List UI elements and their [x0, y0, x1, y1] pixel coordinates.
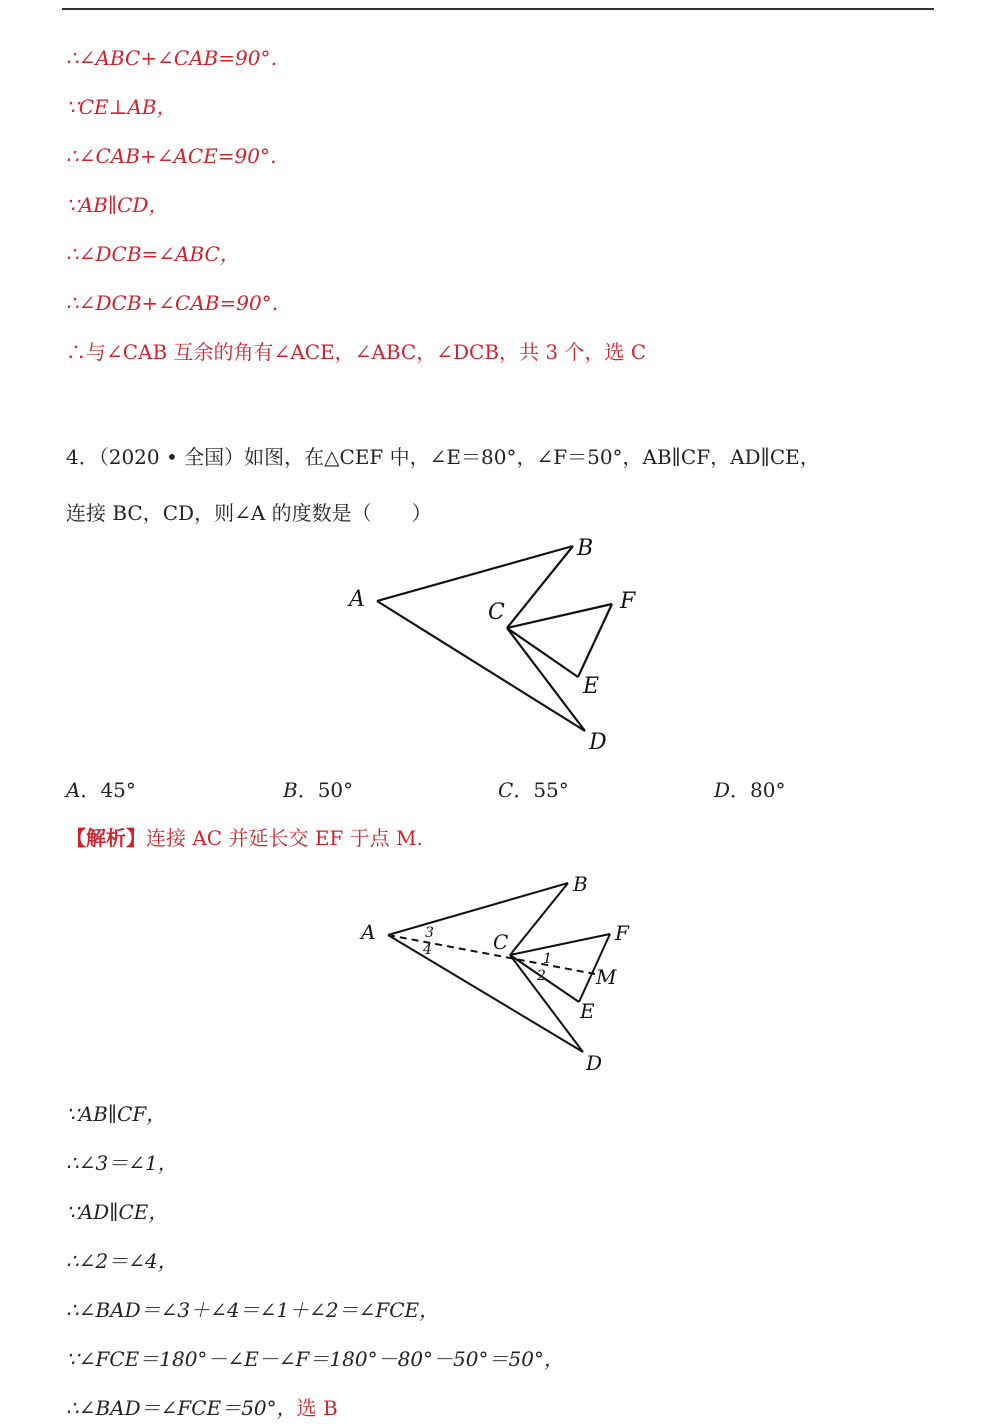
- prev-conclusion: ∴与∠CAB 互余的角有∠ACE，∠ABC，∠DCB，共 3 个，选 C: [66, 340, 647, 364]
- analysis-text: 连接 AC 并延长交 EF 于点 M.: [146, 826, 423, 850]
- prev-step-2: ∵CE⊥AB，: [66, 95, 177, 119]
- option-a: A．45°: [66, 778, 136, 802]
- label-B: B: [577, 536, 594, 561]
- segment-AB: [388, 883, 568, 935]
- angle-label-2: 2: [537, 968, 546, 984]
- proof-step-3: ∵AD∥CE，: [66, 1200, 169, 1224]
- question-line-2: 连接 BC，CD，则∠A 的度数是（ ）: [66, 501, 432, 525]
- label-E: E: [583, 674, 600, 699]
- label-F: F: [620, 589, 636, 614]
- final-choice: 选 B: [296, 1396, 338, 1420]
- angle-label-4: 4: [423, 942, 432, 958]
- prev-step-5: ∴∠DCB=∠ABC，: [66, 242, 240, 266]
- prev-step-6: ∴∠DCB+∠CAB=90°．: [66, 291, 292, 315]
- analysis-tag: 【解析】: [66, 826, 146, 850]
- angle-label-3: 3: [425, 925, 434, 941]
- option-b: B．50°: [283, 778, 354, 802]
- figure-1-triangles: [330, 528, 660, 758]
- label-E: E: [580, 999, 595, 1023]
- figure-2-construction: [355, 866, 645, 1076]
- label-F: F: [615, 921, 629, 945]
- segment-CE: [507, 628, 578, 677]
- option-c: C．55°: [498, 778, 569, 802]
- label-D: D: [589, 730, 607, 755]
- proof-final: [66, 1392, 338, 1421]
- segment-FE: [578, 604, 612, 677]
- label-D: D: [586, 1051, 603, 1075]
- segment-AB: [377, 546, 573, 601]
- angle-label-1: 1: [543, 951, 552, 967]
- label-A: A: [361, 920, 376, 944]
- segment-CD: [510, 955, 583, 1052]
- top-divider: [62, 8, 934, 10]
- proof-step-5: ∴∠BAD＝∠3＋∠4＝∠1＋∠2＝∠FCE，: [66, 1298, 440, 1322]
- proof-step-4: ∴∠2＝∠4，: [66, 1249, 178, 1273]
- label-C: C: [493, 930, 509, 954]
- prev-step-3: ∴∠CAB+∠ACE=90°．: [66, 144, 290, 168]
- prev-step-1: ∴∠ABC+∠CAB=90°．: [66, 46, 291, 70]
- proof-step-2: ∴∠3＝∠1，: [66, 1151, 178, 1175]
- option-d: D．80°: [714, 778, 786, 802]
- segment-CD: [507, 628, 585, 731]
- label-C: C: [488, 600, 505, 625]
- label-M: M: [596, 965, 617, 989]
- label-B: B: [573, 872, 588, 896]
- proof-step-6: ∵∠FCE＝180°－∠E－∠F＝180°－80°－50°＝50°，: [66, 1347, 564, 1371]
- proof-step-1: ∵AB∥CF，: [66, 1102, 167, 1126]
- analysis-line: [66, 822, 423, 851]
- segment-AD: [377, 601, 585, 731]
- prev-step-4: ∵AB∥CD，: [66, 193, 169, 217]
- question-line-1: 4．（2020 • 全国）如图，在△CEF 中，∠E＝80°，∠F＝50°，AB∥CF，AD∥CE，: [66, 445, 820, 469]
- final-equation: ∴∠BAD＝∠FCE＝50°，: [66, 1396, 297, 1420]
- label-A: A: [349, 587, 365, 612]
